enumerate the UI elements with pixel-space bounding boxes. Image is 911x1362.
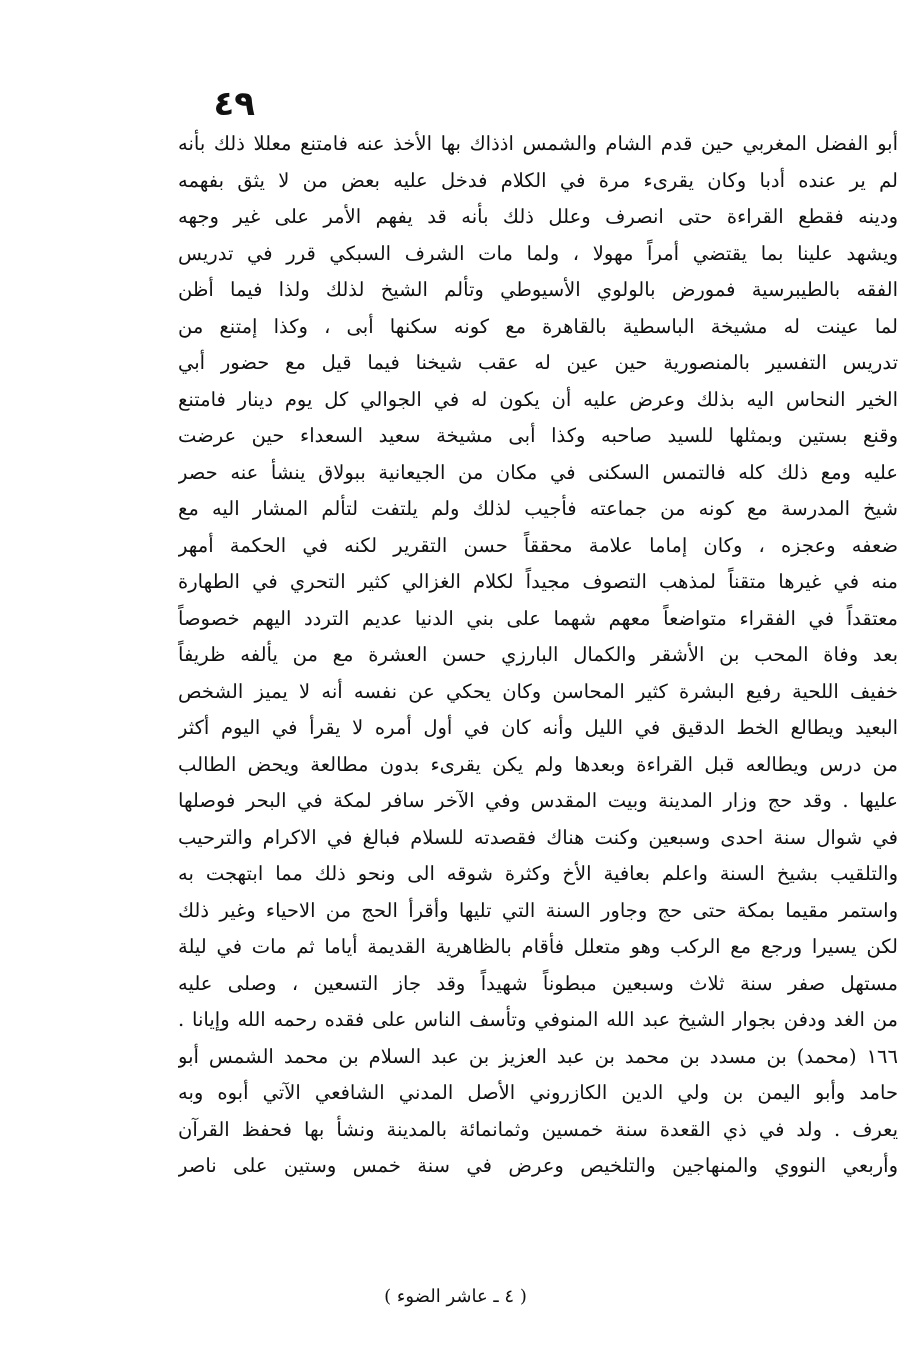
text-line: ودينه فقطع القراءة حتى انصرف وعلل ذلك بأنه قد يفهم الأمر على غير وجهه [178,205,898,228]
text-line: خفيف اللحية رفيع البشرة كثير المحاسن وكان يحكي عن نفسه أنه لا يميز الشخص [178,679,898,703]
text-line: تدريس التفسير بالمنصورية حين عين له عقب شيخنا فيما قيل مع حضور أبي [178,351,898,374]
text-line: منه في غيرها متقناً لمذهب التصوف مجيداً لكلام الغزالي كثير التحري في الطهارة [178,570,898,593]
page-footer [0,1282,911,1312]
text-line: من الغد ودفن بجوار الشيخ عبد الله المنوفي وتأسف الناس على فقده رحمه الله وإيانا . [178,1008,898,1031]
text-line: من درس ويطالعه قبل القراءة وبعدها ولم يكن يقرىء بدون مطالعة ويحض الطالب [178,752,898,776]
text-line: البعيد ويطالع الخط الدقيق في الليل وأنه كان في أول أمره لا يقرأ في اليوم أكثر [178,716,898,739]
body-text [178,126,898,1185]
text-line: لما عينت له مشيخة الباسطية بالقاهرة مع كونه سكنها أبى ، وكذا إمتنع من [178,314,898,338]
text-line: معتقداً في الفقراء متواضعاً معهم شهما على بني الدنيا عديم التردد اليهم خصوصاً [178,606,898,630]
text-line: مستهل صفر سنة ثلاث وسبعين مبطوناً شهيداً وقد جاز التسعين ، وصلى عليه [178,971,898,995]
text-line: عليه ومع ذلك كله فالتمس السكنى في مكان من الجيعانية ببولاق ينشأ عنه حصر [178,460,898,484]
text-line: واستمر مقيما بمكة حتى حج وجاور السنة التي تليها وأقرأ الحج من الاحياء وغير ذلك [178,898,898,922]
text-line: يعرف . ولد في ذي القعدة سنة خمسين وثمانمائة بالمدينة ونشأ بها فحفظ القرآن [178,1117,898,1141]
text-line: لم ير عنده أدبا وكان يقرىء مرة في الكلام فدخل عليه بعض من لا يثق بفهمه [178,168,898,192]
text-line: ضعفه وعجزه ، وكان إماما علامة محققاً حسن التقرير لكنه في الحكمة أمهر [178,533,898,557]
text-line: الخير النحاس اليه بذلك وعرض عليه أن يكون له في الجوالي كل يوم دينار فامتنع [178,387,898,411]
text-line: لكن يسيرا ورجع مع الركب وهو متعلل فأقام بالظاهرية القديمة أياما ثم مات في ليلة [178,935,898,958]
text-line: بعد وفاة المحب بن الأشقر والكمال البارزي حسن العشرة مع من يألفه ظريفاً [178,643,898,666]
text-line: شيخ المدرسة مع كونه من جماعته فأجيب لذلك ولم يلتفت لتألم المشار اليه مع [178,497,898,520]
text-line: وقنع بستين وبمثلها للسيد صاحبه وكذا أبى مشيخة سعيد السعداء حين عرضت [178,424,898,447]
text-line: عليها . وقد حج وزار المدينة وبيت المقدس وفي الآخر سافر لمكة في البحر فوصلها [178,789,898,812]
text-line: أبو الفضل المغربي حين قدم الشام والشمس اذذاك بها الأخذ عنه فامتنع معللا ذلك بأنه [178,132,898,155]
text-line: ويشهد علينا بما يقتضي أمراً مهولا ، ولما مات الشرف السبكي قرر في تدريس [178,241,898,265]
text-line: والتلقيب بشيخ السنة واعلم بعافية الأخ وكثرة شوقه الى ونحو ذلك مما ابتهجت به [178,862,898,885]
text-line: حامد وأبو اليمن بن ولي الدين الكازروني الأصل المدني الشافعي الآتي أبوه وبه [178,1081,898,1104]
text-line: في شوال سنة احدى وسبعين وكنت هناك فقصدته للسلام فبالغ في الاكرام والترحيب [178,825,898,849]
signature-mark: ( ٤ ـ عاشر الضوء ) [384,1286,527,1307]
text-line: الفقه بالطيبرسية فمورض بالولوي الأسيوطي وتألم الشيخ لذلك ولذا فيما أظن [178,278,898,301]
entry-heading-line: ١٦٦ (محمد) بن مسدد بن محمد بن عبد العزيز بن عبد السلام بن محمد الشمس أبو [178,1044,898,1068]
text-line: وأربعي النووي والمنهاجين والتلخيص وعرض في سنة خمس وستين على ناصر [178,1154,898,1177]
page-number: ٤٩ [213,84,255,124]
